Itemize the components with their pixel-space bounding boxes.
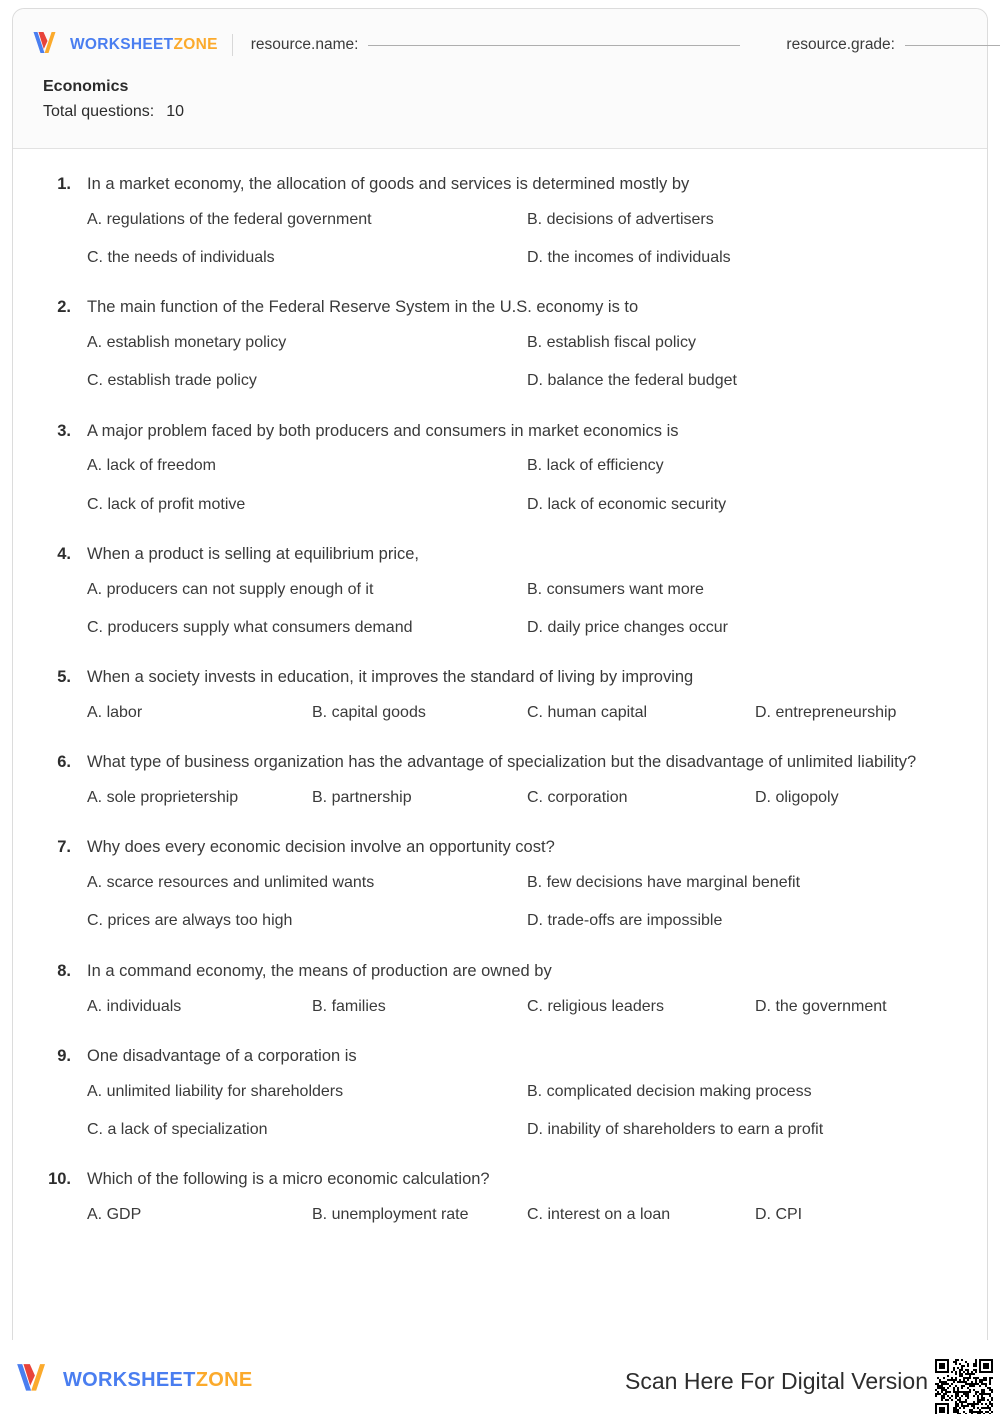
question-item bbox=[37, 749, 963, 814]
options-grid bbox=[37, 782, 963, 814]
options-grid bbox=[37, 450, 963, 521]
worksheet-subject-title: Economics bbox=[43, 78, 129, 95]
question-text: In a command economy, the means of production are owned by bbox=[87, 961, 552, 980]
worksheet-zone-w-logo-icon bbox=[14, 1360, 52, 1401]
answer-option[interactable]: C. lack of profit motive bbox=[87, 495, 246, 513]
answer-option[interactable]: C. establish trade policy bbox=[87, 372, 257, 390]
answer-option[interactable]: B. establish fiscal policy bbox=[527, 334, 696, 352]
logo-text-zone: ZONE bbox=[195, 1369, 253, 1391]
total-questions-label: Total questions: bbox=[43, 102, 155, 120]
question-number: 6. bbox=[57, 753, 71, 772]
answer-option[interactable]: D. lack of economic security bbox=[527, 495, 727, 513]
answer-option[interactable]: B. lack of efficiency bbox=[527, 457, 664, 475]
question-item bbox=[37, 958, 963, 1023]
answer-option[interactable]: C. a lack of specialization bbox=[87, 1120, 268, 1138]
answer-option[interactable]: A. establish monetary policy bbox=[87, 334, 287, 352]
question-item bbox=[37, 418, 963, 521]
questions-list bbox=[13, 149, 987, 1231]
options-grid bbox=[37, 991, 963, 1023]
answer-option[interactable]: C. human capital bbox=[527, 704, 648, 722]
question-number: 3. bbox=[57, 421, 71, 440]
question-header bbox=[37, 171, 963, 198]
options-grid bbox=[37, 204, 963, 275]
question-text: What type of business organization has the advantage of specialization but the disadvantage of unlimited liability? bbox=[87, 753, 917, 772]
answer-option[interactable]: A. producers can not supply enough of it bbox=[87, 580, 374, 598]
options-grid bbox=[37, 867, 963, 938]
answer-option[interactable]: D. inability of shareholders to earn a profit bbox=[527, 1120, 824, 1138]
header-logo-text bbox=[70, 36, 218, 54]
header-logo bbox=[31, 29, 218, 62]
question-text: The main function of the Federal Reserve System in the U.S. economy is to bbox=[87, 298, 639, 317]
header-divider bbox=[232, 34, 233, 56]
question-header bbox=[37, 294, 963, 321]
question-number: 2. bbox=[57, 298, 71, 317]
options-grid bbox=[37, 697, 963, 729]
resource-grade-label: resource.grade: bbox=[786, 36, 895, 53]
options-grid bbox=[37, 574, 963, 645]
question-header bbox=[37, 1166, 963, 1193]
scan-prompt-text: Scan Here For Digital Version bbox=[625, 1368, 928, 1394]
total-questions-value: 10 bbox=[166, 102, 184, 120]
question-header bbox=[37, 749, 963, 776]
answer-option[interactable]: D. balance the federal budget bbox=[527, 372, 737, 390]
question-text: Why does every economic decision involve an opportunity cost? bbox=[87, 838, 555, 857]
options-grid bbox=[37, 1076, 963, 1147]
resource-grade-input-line[interactable] bbox=[905, 45, 1000, 46]
options-grid bbox=[37, 327, 963, 398]
answer-option[interactable]: B. consumers want more bbox=[527, 580, 704, 598]
worksheet-card bbox=[12, 8, 988, 1340]
resource-name-input-line[interactable] bbox=[368, 45, 740, 46]
answer-option[interactable]: B. capital goods bbox=[312, 704, 426, 722]
question-item bbox=[37, 664, 963, 729]
question-item bbox=[37, 834, 963, 937]
logo-text-worksheet: WORKSHEET bbox=[63, 1369, 196, 1391]
answer-option[interactable]: B. unemployment rate bbox=[312, 1205, 469, 1223]
question-item bbox=[37, 541, 963, 644]
question-item bbox=[37, 1166, 963, 1231]
question-text: When a product is selling at equilibrium price, bbox=[87, 545, 419, 564]
answer-option[interactable]: A. individuals bbox=[87, 997, 182, 1015]
question-text: In a market economy, the allocation of goods and services is determined mostly by bbox=[87, 175, 690, 193]
footer-logo bbox=[14, 1360, 252, 1401]
question-header bbox=[37, 541, 963, 568]
question-number: 4. bbox=[57, 545, 71, 564]
answer-option[interactable]: C. interest on a loan bbox=[527, 1205, 671, 1223]
answer-option[interactable]: D. the government bbox=[755, 997, 887, 1015]
question-text: When a society invests in education, it improves the standard of living by improving bbox=[87, 668, 694, 687]
answer-option[interactable]: A. labor bbox=[87, 704, 143, 722]
answer-option[interactable]: C. religious leaders bbox=[527, 997, 664, 1015]
resource-grade-field[interactable] bbox=[786, 36, 1000, 54]
answer-option[interactable]: A. regulations of the federal government bbox=[87, 210, 372, 228]
worksheet-zone-w-logo-icon bbox=[31, 29, 61, 62]
question-header bbox=[37, 664, 963, 691]
footer-logo-text bbox=[63, 1369, 252, 1392]
question-text: A major problem faced by both producers and consumers in market economics is bbox=[87, 421, 679, 440]
question-header bbox=[37, 958, 963, 985]
answer-option[interactable]: B. families bbox=[312, 997, 386, 1015]
header-row bbox=[13, 9, 987, 57]
answer-option[interactable]: C. producers supply what consumers demand bbox=[87, 619, 413, 637]
answer-option[interactable]: C. prices are always too high bbox=[87, 912, 293, 930]
resource-name-field[interactable] bbox=[251, 36, 741, 54]
answer-option[interactable]: A. sole proprietership bbox=[87, 789, 239, 807]
answer-option[interactable]: B. complicated decision making process bbox=[527, 1082, 812, 1100]
answer-option[interactable]: D. oligopoly bbox=[755, 789, 839, 807]
qr-code-icon[interactable] bbox=[932, 1356, 996, 1414]
question-header bbox=[37, 418, 963, 445]
answer-option[interactable]: D. daily price changes occur bbox=[527, 619, 728, 637]
answer-option[interactable]: A. lack of freedom bbox=[87, 457, 216, 475]
question-item bbox=[37, 294, 963, 397]
answer-option[interactable]: D. CPI bbox=[755, 1205, 803, 1223]
question-item bbox=[37, 1043, 963, 1146]
question-header bbox=[37, 1043, 963, 1070]
answer-option[interactable]: B. partnership bbox=[312, 789, 412, 807]
options-grid bbox=[37, 1199, 963, 1231]
question-number: 8. bbox=[57, 961, 71, 980]
answer-option[interactable]: C. the needs of individuals bbox=[87, 249, 275, 267]
answer-option[interactable]: D. entrepreneurship bbox=[755, 704, 897, 722]
answer-option[interactable]: D. the incomes of individuals bbox=[527, 249, 731, 267]
question-number: 5. bbox=[57, 668, 71, 687]
answer-option[interactable]: D. trade-offs are impossible bbox=[527, 912, 723, 930]
answer-option[interactable]: C. corporation bbox=[527, 789, 628, 807]
worksheet-footer bbox=[0, 1352, 1000, 1414]
worksheet-meta bbox=[13, 57, 987, 125]
question-number: 10. bbox=[48, 1170, 71, 1189]
question-text: Which of the following is a micro economic calculation? bbox=[87, 1170, 490, 1189]
question-number: 1. bbox=[57, 175, 71, 193]
logo-text-zone: ZONE bbox=[173, 36, 218, 53]
resource-name-label: resource.name: bbox=[250, 36, 359, 53]
worksheet-header bbox=[13, 9, 987, 149]
logo-text-worksheet: WORKSHEET bbox=[70, 36, 174, 53]
total-questions bbox=[43, 100, 987, 125]
answer-option[interactable]: A. unlimited liability for shareholders bbox=[87, 1082, 344, 1100]
question-header bbox=[37, 834, 963, 861]
answer-option[interactable]: A. GDP bbox=[87, 1205, 142, 1223]
question-number: 7. bbox=[57, 838, 71, 857]
question-number: 9. bbox=[57, 1046, 71, 1065]
answer-option[interactable]: A. scarce resources and unlimited wants bbox=[87, 874, 375, 892]
answer-option[interactable]: B. few decisions have marginal benefit bbox=[527, 874, 801, 892]
question-text: One disadvantage of a corporation is bbox=[87, 1046, 357, 1065]
answer-option[interactable]: B. decisions of advertisers bbox=[527, 210, 714, 228]
question-item bbox=[37, 171, 963, 274]
